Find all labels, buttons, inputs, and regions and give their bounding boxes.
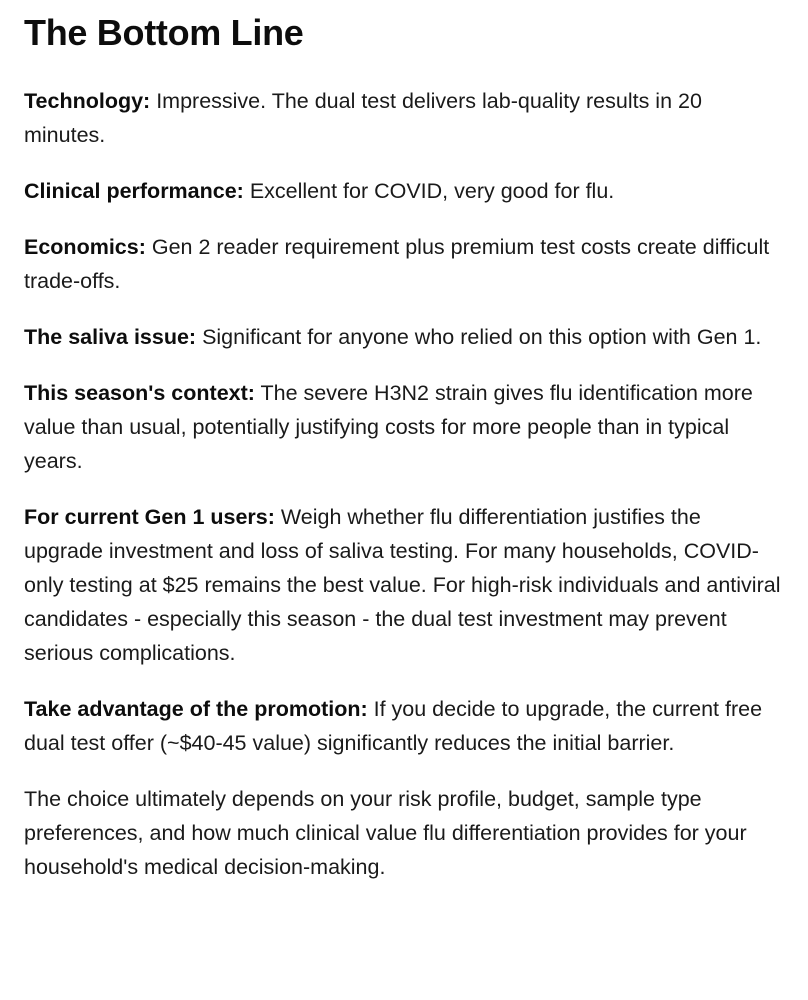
section-label: This season's context: xyxy=(24,381,255,405)
section-gen1-users xyxy=(24,500,784,670)
section-label: For current Gen 1 users: xyxy=(24,505,275,529)
section-text: Excellent for COVID, very good for flu. xyxy=(243,179,615,203)
section-text: Significant for anyone who relied on this option with Gen 1. xyxy=(196,325,762,349)
section-saliva-issue xyxy=(24,320,784,354)
page-title: The Bottom Line xyxy=(24,12,304,53)
section-label: The saliva issue: xyxy=(24,325,197,349)
section-clinical-performance xyxy=(24,174,784,208)
section-promotion xyxy=(24,692,784,760)
section-label: Take advantage of the promotion: xyxy=(24,697,368,721)
section-technology xyxy=(24,84,784,152)
section-label: Technology: xyxy=(24,89,151,113)
section-text: If you decide to upgrade, the current free dual test offer (~$40-45 value) significantly reduces the initial barrier. xyxy=(24,697,763,755)
section-label: Clinical performance: xyxy=(24,179,244,203)
section-text: Impressive. The dual test delivers lab-quality results in 20 minutes. xyxy=(24,89,702,147)
closing-paragraph: The choice ultimately depends on your risk profile, budget, sample type preferences, and how much clinical value flu differentiation provides for your household's medical decision-making. xyxy=(24,787,747,879)
section-text: The severe H3N2 strain gives flu identification more value than usual, potentially justifying costs for more people than in typical years. xyxy=(24,381,753,473)
section-text: Gen 2 reader requirement plus premium test costs create difficult trade-offs. xyxy=(24,235,770,293)
section-text: Weigh whether flu differentiation justifies the upgrade investment and loss of saliva testing. For many households, COVID-only testing at $25 remains the best value. For high-risk individuals and antiviral candidates - especially this season - the dual test investment may prevent serious complications. xyxy=(24,505,781,665)
section-economics xyxy=(24,230,784,298)
section-season-context xyxy=(24,376,784,478)
section-label: Economics: xyxy=(24,235,146,259)
